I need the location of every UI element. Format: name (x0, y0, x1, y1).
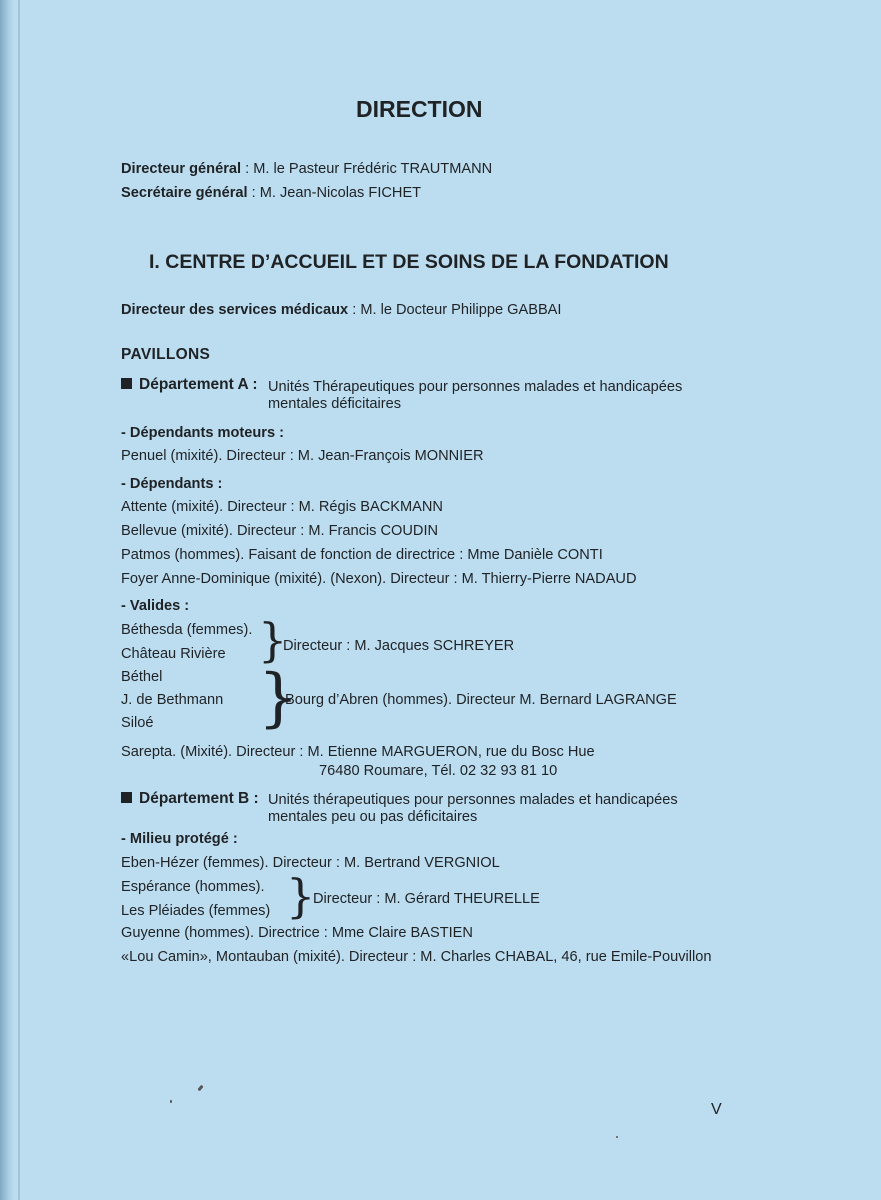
square-bullet-icon (121, 378, 132, 389)
list-item: Attente (mixité). Directeur : M. Régis BACKMANN (121, 499, 443, 515)
subheading-milieu-protege: - Milieu protégé : (121, 831, 238, 847)
director-general-value: : M. le Pasteur Frédéric TRAUTMANN (241, 161, 493, 177)
list-item: Eben-Hézer (femmes). Directeur : M. Bertrand VERGNIOL (121, 855, 500, 871)
director-general-line (121, 161, 492, 177)
list-item: Espérance (hommes). (121, 879, 265, 895)
medical-director-value: : M. le Docteur Philippe GABBAI (348, 302, 562, 318)
list-item: Les Pléiades (femmes) (121, 903, 271, 919)
secretary-general-label: Secrétaire général (121, 185, 248, 201)
list-item: Penuel (mixité). Directeur : M. Jean-François MONNIER (121, 448, 484, 464)
page-title: DIRECTION (356, 96, 483, 122)
list-item: Béthesda (femmes). (121, 622, 253, 638)
medical-director-label: Directeur des services médicaux (121, 302, 349, 318)
dept-a-label: Département A : (139, 376, 258, 393)
brace-icon: } (286, 869, 316, 923)
list-item-continued: 76480 Roumare, Tél. 02 32 93 81 10 (319, 763, 558, 779)
list-item: Bellevue (mixité). Directeur : M. Francis COUDIN (121, 523, 439, 539)
list-item: Béthel (121, 669, 163, 685)
list-item: Patmos (hommes). Faisant de fonction de directrice : Mme Danièle CONTI (121, 547, 603, 563)
page-number: V (711, 1101, 722, 1118)
dept-a-heading (121, 376, 258, 394)
dept-a-desc-line1: Unités Thérapeutiques pour personnes malades et handicapées (268, 379, 683, 395)
list-item: Guyenne (hommes). Directrice : Mme Claire BASTIEN (121, 925, 473, 941)
group-director: Directeur : M. Gérard THEURELLE (313, 891, 540, 907)
dept-b-heading (121, 790, 259, 808)
list-item: Siloé (121, 715, 154, 731)
dept-b-desc-line2: mentales peu ou pas déficitaires (268, 809, 478, 825)
brace-icon: } (258, 661, 299, 735)
page-edge (0, 0, 14, 1200)
list-item: Château Rivière (121, 646, 226, 662)
binding-line (18, 0, 20, 1200)
section-title: I. CENTRE D’ACCUEIL ET DE SOINS DE LA FONDATION (149, 251, 669, 273)
square-bullet-icon (121, 792, 132, 803)
secretary-general-line (121, 185, 421, 201)
group-director: Bourg d’Abren (hommes). Directeur M. Bernard LAGRANGE (285, 692, 677, 708)
medical-director-line (121, 302, 561, 318)
brace-icon: } (258, 613, 288, 667)
dept-b-desc-line1: Unités thérapeutiques pour personnes malades et handicapées (268, 792, 678, 808)
list-item: «Lou Camin», Montauban (mixité). Directeur : M. Charles CHABAL, 46, rue Emile-Pouvillon (121, 949, 712, 965)
group-director: Directeur : M. Jacques SCHREYER (283, 638, 515, 654)
secretary-general-value: : M. Jean-Nicolas FICHET (247, 185, 422, 201)
list-item: Sarepta. (Mixité). Directeur : M. Etienne MARGUERON, rue du Bosc Hue (121, 744, 595, 760)
scan-speck (170, 1100, 172, 1103)
subheading-valides: - Valides : (121, 598, 190, 614)
pavillons-heading: PAVILLONS (121, 346, 211, 363)
scan-speck (616, 1136, 618, 1138)
scan-speck (197, 1085, 203, 1092)
director-general-label: Directeur général (121, 161, 242, 177)
list-item: J. de Bethmann (121, 692, 224, 708)
dept-b-label: Département B : (139, 790, 259, 807)
list-item: Foyer Anne-Dominique (mixité). (Nexon). Directeur : M. Thierry-Pierre NADAUD (121, 571, 637, 587)
subheading-dependants: - Dépendants : (121, 476, 223, 492)
dept-a-desc-line2: mentales déficitaires (268, 396, 402, 412)
subheading-dependants-moteurs: - Dépendants moteurs : (121, 425, 284, 441)
